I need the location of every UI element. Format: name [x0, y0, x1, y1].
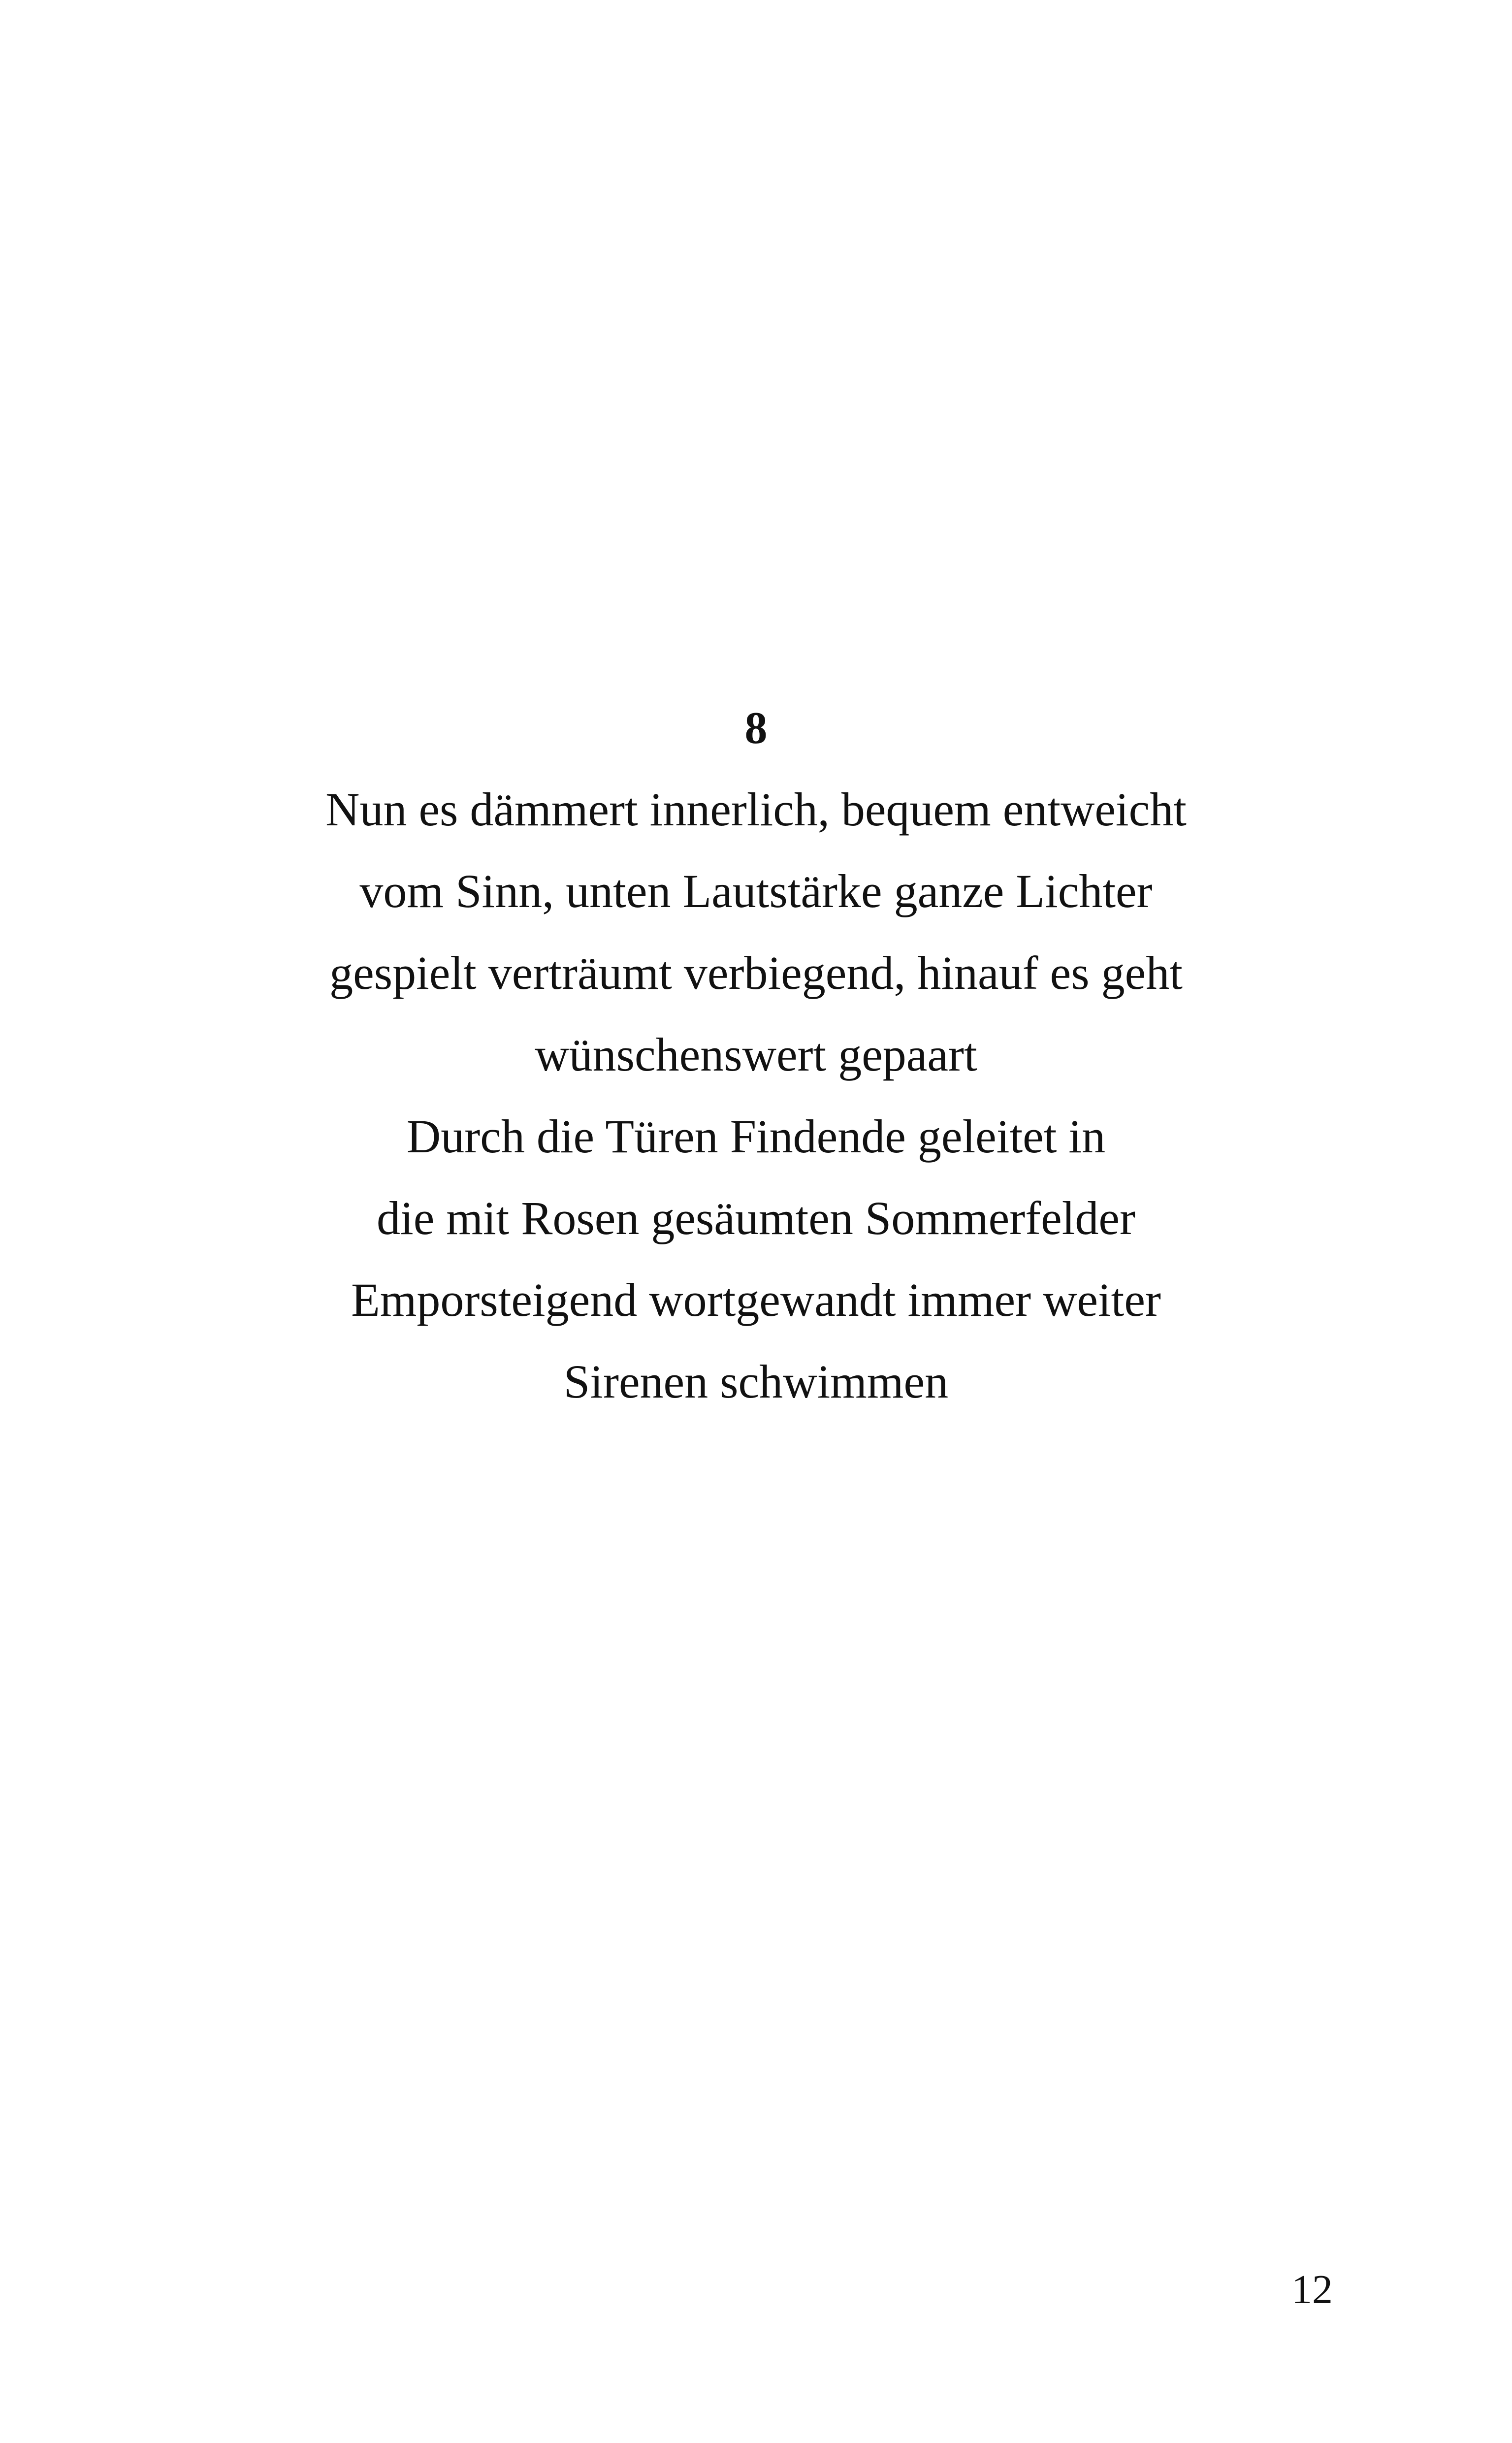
poem-line: Durch die Türen Findende geleitet in	[406, 1110, 1106, 1163]
page-number: 12	[1291, 2267, 1333, 2313]
poem-line: vom Sinn, unten Lautstärke ganze Lichter	[359, 865, 1153, 917]
poem-block	[0, 687, 1512, 1423]
poem-number: 8	[744, 703, 768, 753]
poem-line: wünschenswert gepaart	[535, 1028, 977, 1081]
poem-line: Nun es dämmert innerlich, bequem entweicht	[325, 783, 1187, 836]
poem-line: gespielt verträumt verbiegend, hinauf es geht	[329, 946, 1183, 999]
poem-line: die mit Rosen gesäumten Sommerfelder	[377, 1192, 1135, 1244]
poem-line: Emporsteigend wortgewandt immer weiter	[351, 1273, 1161, 1326]
poem-line: Sirenen schwimmen	[563, 1355, 949, 1408]
